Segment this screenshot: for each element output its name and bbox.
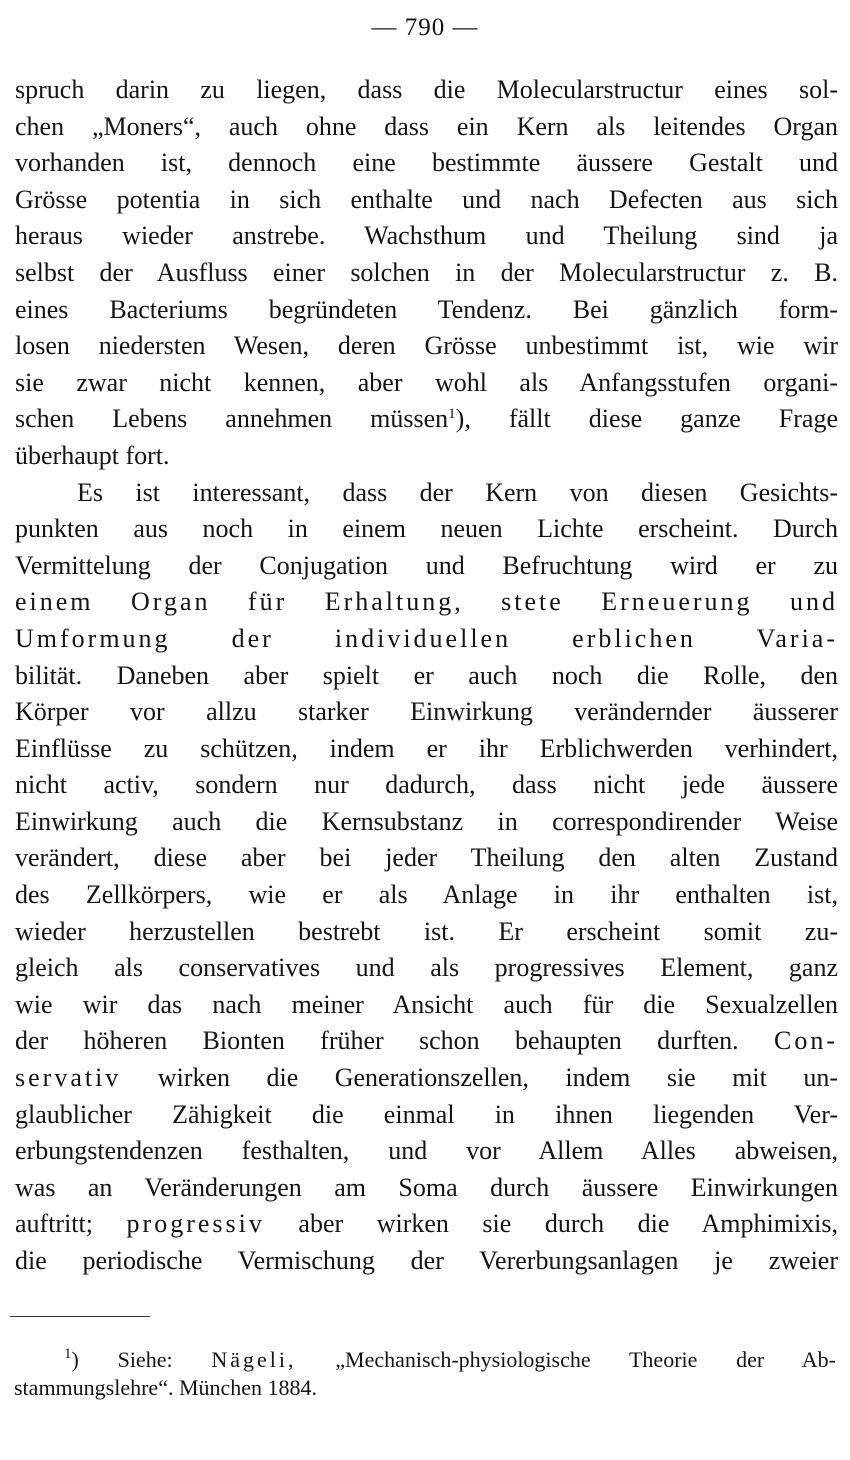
page-number: — 790 — xyxy=(371,14,479,41)
text-line: glaublicher Zähigkeit die einmal in ihnen liegenden Ver- xyxy=(15,1099,838,1129)
footnote-divider xyxy=(10,1316,150,1317)
text-line: servativ wirken die Generationszellen, indem sie mit un- xyxy=(15,1063,838,1093)
text-line: der höheren Bionten früher schon behaupten durften. Con- xyxy=(15,1026,838,1056)
text-line: Es ist interessant, dass der Kern von diesen Gesichts- xyxy=(77,477,838,507)
text-line: eines Bacteriums begründeten Tendenz. Bei gänzlich form- xyxy=(15,294,838,324)
text-line: nicht activ, sondern nur dadurch, dass nicht jede äussere xyxy=(15,770,838,800)
text-line: die periodische Vermischung der Vererbungsanlagen je zweier xyxy=(15,1246,838,1275)
footnote-line: $^1$) Siehe: Nägeli, „Mechanisch-physiologische Theorie der Ab- xyxy=(64,1346,837,1372)
text-line: chen „Moners“, auch ohne dass ein Kern als leitendes Organ xyxy=(15,111,838,141)
text-line: schen Lebens annehmen müssen$^1$), fällt diese ganze Frage xyxy=(15,404,838,434)
text-line: auftritt; progressiv aber wirken sie durch die Amphimixis, xyxy=(15,1209,838,1239)
footnote xyxy=(14,1346,837,1402)
text-line: erbungstendenzen festhalten, und vor Allem Alles abweisen, xyxy=(15,1136,838,1166)
text-line: wieder herzustellen bestrebt ist. Er erscheint somit zu- xyxy=(15,916,838,946)
text-line: vorhanden ist, dennoch eine bestimmte äussere Gestalt und xyxy=(15,148,838,178)
text-line: Umformung der individuellen erblichen Varia- xyxy=(15,623,838,653)
text-line: des Zellkörpers, wie er als Anlage in ihr enthalten ist, xyxy=(15,880,838,910)
text-line: gleich als conservatives und als progressives Element, ganz xyxy=(15,953,838,983)
text-line: was an Veränderungen am Soma durch äussere Einwirkungen xyxy=(15,1172,838,1202)
text-line: Vermittelung der Conjugation und Befruchtung wird er zu xyxy=(15,550,838,580)
text-line: einem Organ für Erhaltung, stete Erneuerung und xyxy=(15,587,838,617)
text-line: losen niedersten Wesen, deren Grösse unbestimmt ist, wie wir xyxy=(15,331,838,361)
text-line: punkten aus noch in einem neuen Lichte erscheint. Durch xyxy=(15,514,838,544)
text-line: Einflüsse zu schützen, indem er ihr Erblichwerden verhindert, xyxy=(15,733,838,763)
footnote-mark: 1 xyxy=(64,1346,72,1362)
text-line: verändert, diese aber bei jeder Theilung den alten Zustand xyxy=(15,843,838,873)
main-text xyxy=(15,72,838,1280)
text-line: spruch darin zu liegen, dass die Molecularstructur eines sol- xyxy=(15,75,838,104)
text-line: Grösse potentia in sich enthalte und nach Defecten aus sich xyxy=(15,184,838,214)
text-line: Einwirkung auch die Kernsubstanz in correspondirender Weise xyxy=(15,806,838,836)
text-line: bilität. Daneben aber spielt er auch noch die Rolle, den xyxy=(15,660,838,690)
text-line: sie zwar nicht kennen, aber wohl als Anfangsstufen organi- xyxy=(15,367,838,397)
text-line: selbst der Ausfluss einer solchen in der Molecularstructur z. B. xyxy=(15,257,838,287)
footnote-line: stammungslehre“. München 1884. xyxy=(14,1375,318,1400)
text-line: wie wir das nach meiner Ansicht auch für die Sexualzellen xyxy=(15,989,838,1019)
text-line: heraus wieder anstrebe. Wachsthum und Theilung sind ja xyxy=(15,221,838,251)
footnote-reference[interactable]: 1 xyxy=(448,406,456,423)
text-line: Körper vor allzu starker Einwirkung verändernder äusserer xyxy=(15,697,838,727)
text-line: überhaupt fort. xyxy=(15,440,170,470)
